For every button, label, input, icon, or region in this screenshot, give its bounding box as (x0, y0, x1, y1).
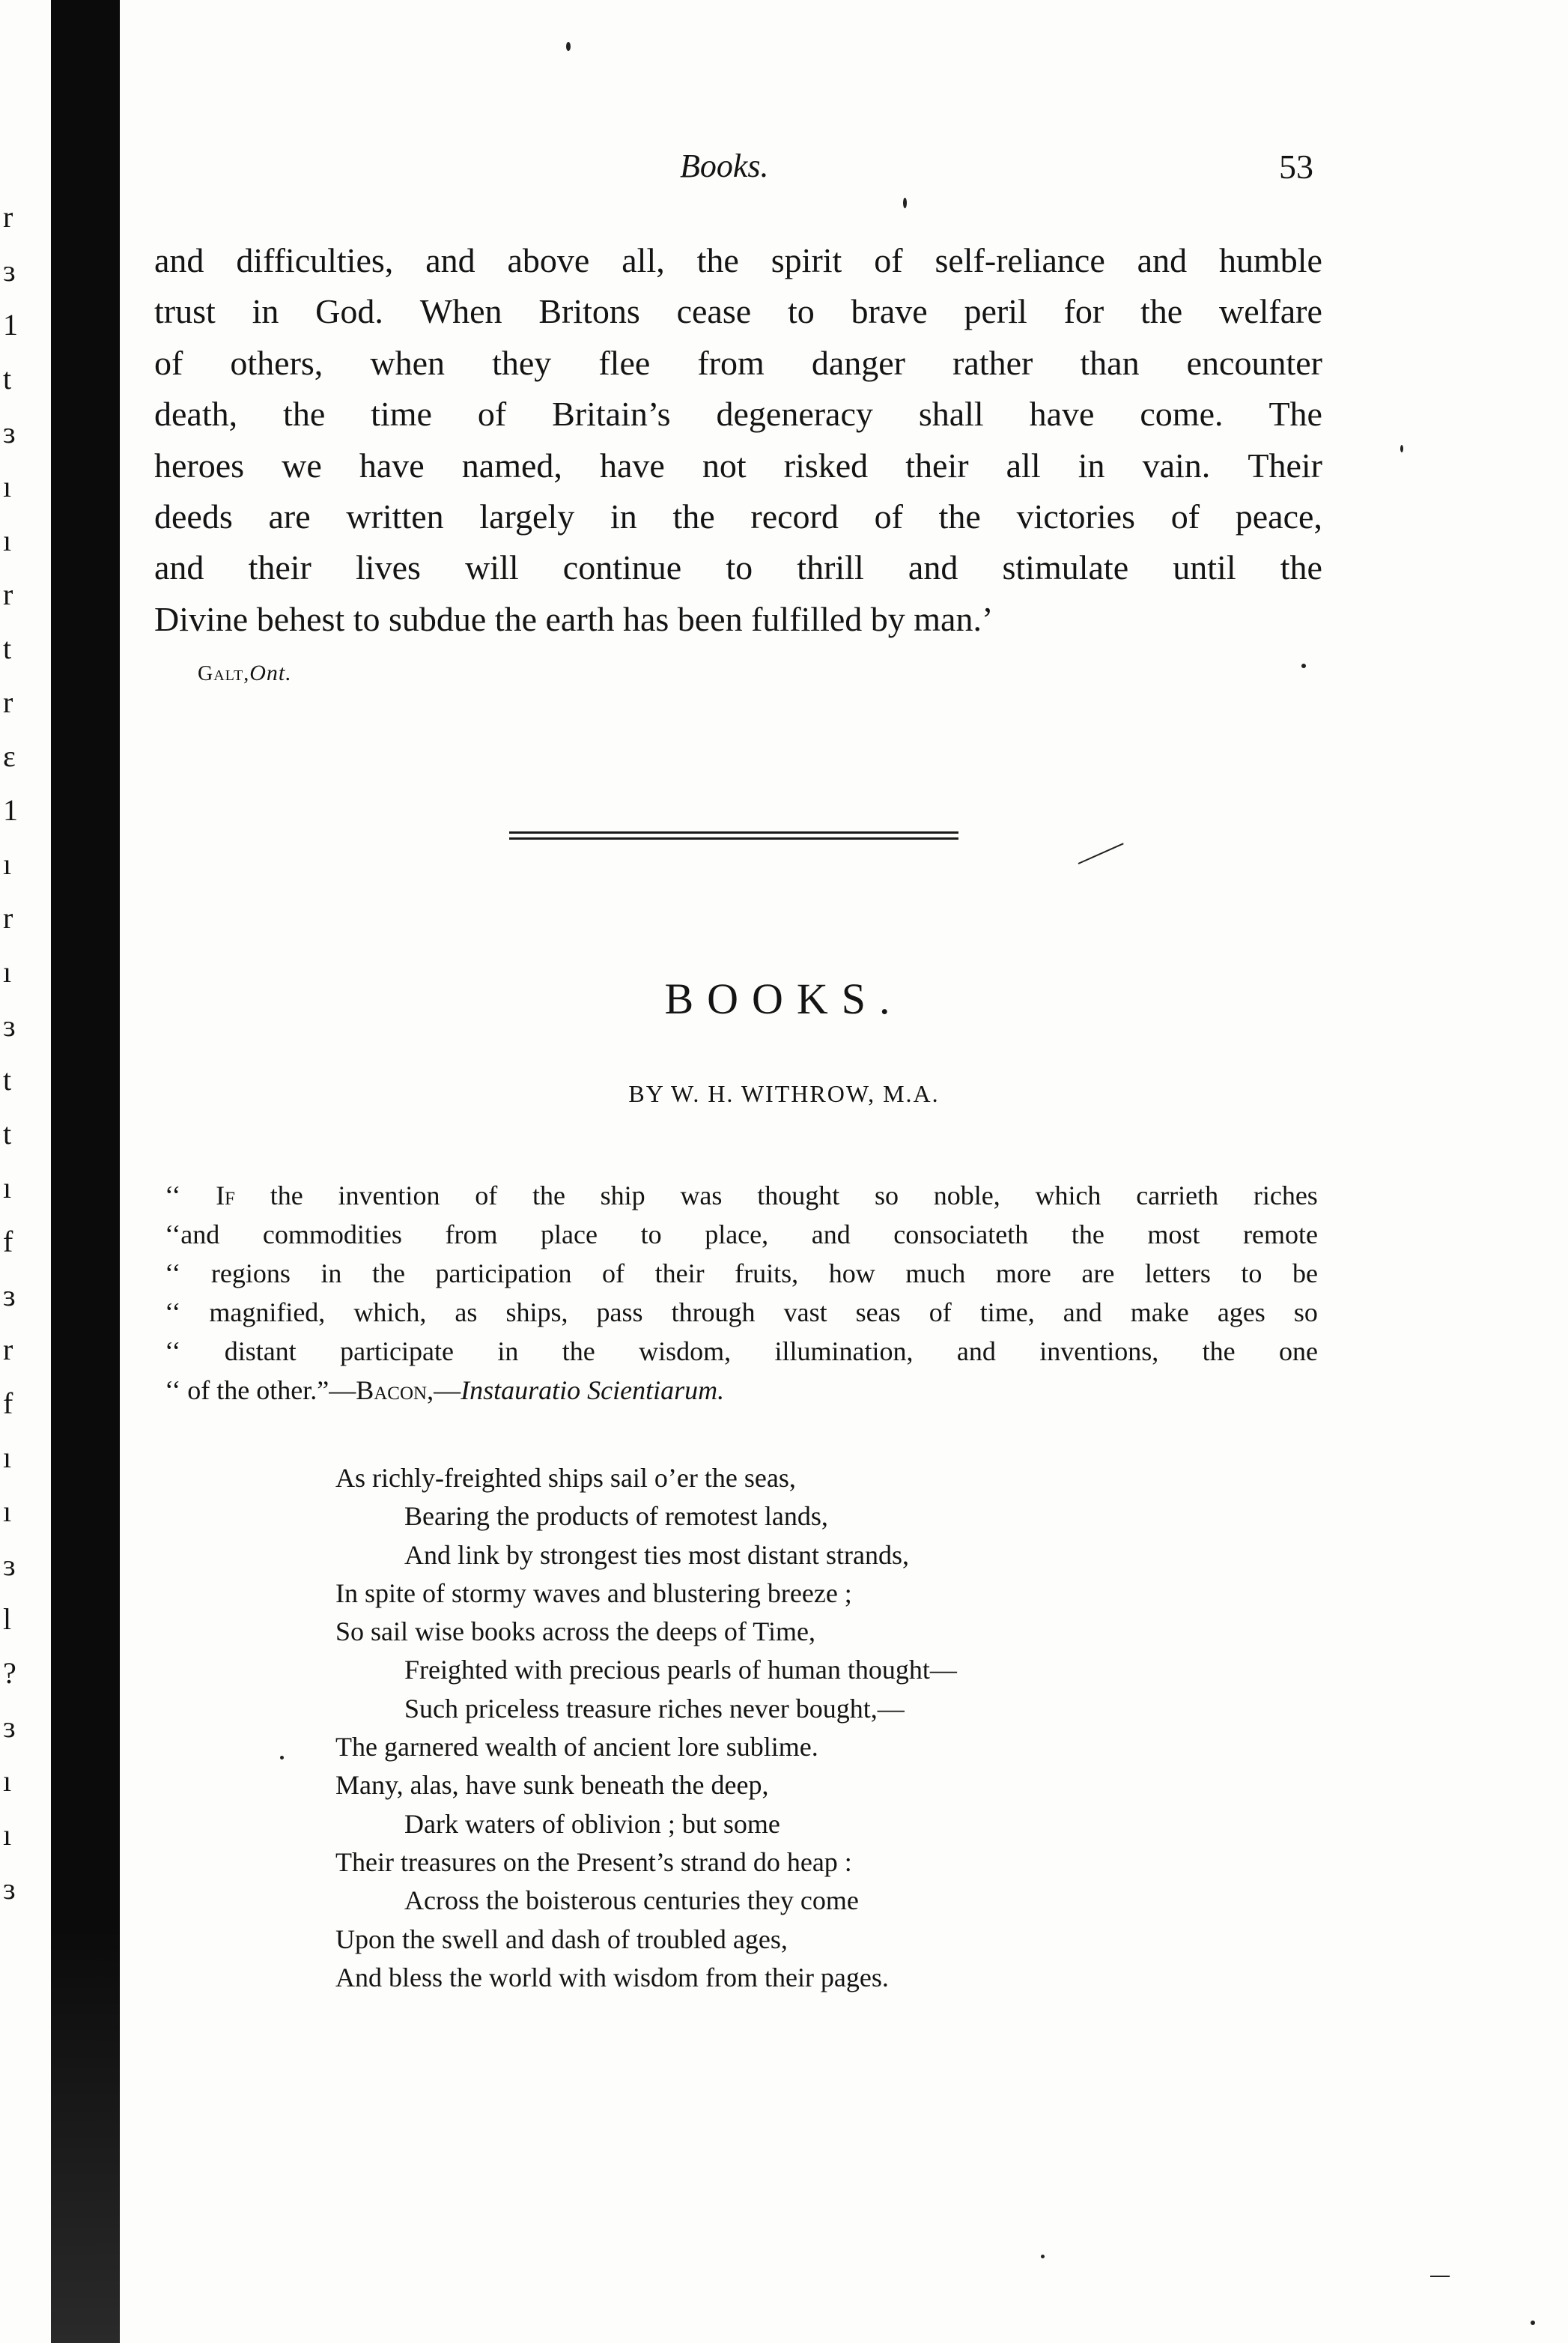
margin-fragment: ı (3, 1171, 12, 1204)
word: inventions, (1039, 1336, 1159, 1366)
poem-line: Their treasures on the Present’s strand do heap : (335, 1846, 852, 1877)
word: of (874, 497, 903, 536)
word: for (1063, 292, 1104, 331)
margin-fragment: ı (3, 1440, 12, 1474)
word: and (154, 241, 204, 279)
word: the (1071, 1219, 1104, 1249)
margin-fragment: ı (3, 1818, 12, 1852)
margin-fragment: r (3, 578, 13, 611)
word: of (929, 1297, 952, 1327)
word: thrill (797, 548, 864, 587)
scan-speck (903, 198, 907, 208)
word: noble, (933, 1180, 1000, 1210)
word: and (154, 548, 204, 587)
poem-line: So sail wise books across the deeps of Time, (335, 1616, 815, 1647)
word: illumination, (774, 1336, 914, 1366)
word: magnified, (209, 1297, 326, 1327)
text-line: Divine behest to subdue the earth has been fulfilled by man.’ (154, 599, 994, 638)
word: rather (952, 343, 1033, 382)
epigraph-line (165, 1254, 1318, 1293)
margin-fragment: t (3, 1063, 12, 1097)
word: to (787, 292, 815, 331)
word: brave (851, 292, 928, 331)
epigraph-line (165, 1293, 1318, 1332)
word: peril (964, 292, 1027, 331)
word: from (697, 343, 765, 382)
epigraph-line (165, 1371, 1318, 1410)
word: of (1170, 497, 1200, 536)
word: danger (811, 343, 905, 382)
margin-fragment: l (3, 1602, 12, 1636)
article-title: BOOKS. (664, 975, 904, 1023)
word: death, (154, 395, 238, 434)
margin-fragment: r (3, 901, 13, 935)
word: the (1202, 1336, 1236, 1366)
word: their (654, 1258, 705, 1288)
signature-place: Ont. (249, 661, 292, 685)
epigraph-quote (165, 1176, 1318, 1410)
attribution-dash: — (434, 1375, 461, 1405)
scan-speck (566, 42, 571, 51)
word: risked (783, 446, 869, 485)
scan-stroke (1078, 843, 1124, 864)
word: of (602, 1258, 625, 1288)
word: in (252, 292, 279, 331)
text-line (154, 338, 1322, 389)
scan-speck (280, 1756, 284, 1759)
poem-line: In spite of stormy waves and blustering breeze ; (335, 1577, 852, 1608)
word: have (1029, 395, 1095, 434)
epigraph-line (165, 1176, 1318, 1215)
page-number: 53 (1279, 148, 1313, 186)
author-signature (198, 661, 292, 686)
word: the (1280, 548, 1322, 587)
margin-fragment: ? (3, 1656, 16, 1690)
word: the (283, 395, 326, 434)
word: Britain’s (552, 395, 671, 434)
word: time (371, 395, 432, 434)
margin-fragment: ı (3, 1494, 12, 1528)
word: ages (1217, 1297, 1265, 1327)
margin-fragment: ı (3, 847, 12, 881)
word: written (346, 497, 444, 536)
margin-fragment: t (3, 631, 12, 665)
word: which, (353, 1297, 427, 1327)
poem-line: Such priceless treasure riches never bought,— (404, 1693, 905, 1724)
epigraph-line (165, 1215, 1318, 1254)
word: Their (1248, 446, 1322, 485)
word: If (216, 1180, 235, 1210)
word: difficulties, (236, 241, 394, 279)
word: seas (855, 1297, 901, 1327)
poem-line: Across the boisterous centuries they come (404, 1885, 859, 1916)
word: not (702, 446, 747, 485)
word: how (828, 1258, 875, 1288)
word: in (610, 497, 637, 536)
word: ‘‘ (165, 1258, 181, 1288)
word: and (1063, 1297, 1102, 1327)
word: place (541, 1219, 598, 1249)
word: and (1137, 241, 1188, 279)
margin-fragment: ɜ (3, 1009, 16, 1043)
scan-speck (1301, 664, 1306, 668)
word: time, (979, 1297, 1035, 1327)
word: and (425, 241, 475, 279)
margin-fragment: ı (3, 955, 12, 989)
word: in (497, 1336, 519, 1366)
word: the (532, 1180, 565, 1210)
word: all, (622, 241, 665, 279)
word: continue (562, 548, 682, 587)
word: we (282, 446, 322, 485)
poem-line: And link by strongest ties most distant strands, (404, 1539, 909, 1570)
margin-fragment: ɜ (3, 254, 16, 288)
word: regions (210, 1258, 291, 1288)
margin-fragment: f (3, 1386, 13, 1420)
attribution-author: Bacon, (356, 1375, 434, 1405)
poem-line: The garnered wealth of ancient lore sublime. (335, 1732, 818, 1762)
word: are (1081, 1258, 1115, 1288)
word: distant (224, 1336, 297, 1366)
word: in (320, 1258, 342, 1288)
word: from (445, 1219, 498, 1249)
word: have (359, 446, 425, 485)
word: be (1292, 1258, 1318, 1288)
margin-fragment: ɜ (3, 1548, 16, 1582)
word: Britons (538, 292, 640, 331)
margin-fragment: f (3, 1225, 13, 1258)
word: thought (757, 1180, 840, 1210)
scan-speck (1041, 2255, 1045, 2258)
word: commodities (262, 1219, 402, 1249)
word: in (1078, 446, 1105, 485)
word: flee (598, 343, 651, 382)
word: to (726, 548, 753, 587)
word: more (995, 1258, 1051, 1288)
word: of (477, 395, 507, 434)
word: riches (1253, 1180, 1318, 1210)
margin-fragment: 1 (3, 793, 18, 827)
word: victories (1016, 497, 1135, 536)
margin-fragment: ı (3, 1764, 12, 1798)
word: which (1035, 1180, 1101, 1210)
margin-fragment: t (3, 362, 12, 395)
scan-speck (1531, 2321, 1535, 2325)
word: vast (783, 1297, 827, 1327)
divider-rule-bottom (509, 837, 958, 840)
word: and (956, 1336, 996, 1366)
word: through (671, 1297, 756, 1327)
word: to (640, 1219, 662, 1249)
article-byline: BY W. H. WITHROW, M.A. (628, 1080, 940, 1107)
word: ships, (505, 1297, 568, 1327)
word: participation (435, 1258, 572, 1288)
poem-line: Dark waters of oblivion ; but some (404, 1808, 780, 1839)
word: until (1173, 548, 1236, 587)
word: the (696, 241, 739, 279)
poem (335, 1459, 1234, 1997)
word: others, (230, 343, 323, 382)
word: heroes (154, 446, 245, 485)
previous-article-continuation (154, 235, 1322, 645)
word: one (1278, 1336, 1318, 1366)
word: letters (1144, 1258, 1211, 1288)
word: fruits, (735, 1258, 799, 1288)
word: ship (600, 1180, 645, 1210)
word: as (455, 1297, 478, 1327)
word: consociateth (893, 1219, 1029, 1249)
margin-fragment: r (3, 200, 13, 234)
running-title: Books. (680, 148, 769, 184)
word: when (370, 343, 446, 382)
word: of (154, 343, 183, 382)
word: encounter (1186, 343, 1322, 382)
word: of (874, 241, 903, 279)
word: God. (315, 292, 383, 331)
word: the (1140, 292, 1183, 331)
word: so (874, 1180, 899, 1210)
margin-fragment: ɛ (3, 739, 16, 773)
text-line (154, 286, 1322, 337)
word: humble (1219, 241, 1322, 279)
margin-fragment: ɜ (3, 1279, 16, 1312)
poem-line: Upon the swell and dash of troubled ages, (335, 1924, 788, 1954)
word: trust (154, 292, 216, 331)
margin-fragment: ɜ (3, 1872, 16, 1906)
margin-fragment: r (3, 685, 13, 719)
word: the (672, 497, 715, 536)
word: record (750, 497, 839, 536)
binding-gutter-fade (51, 1423, 120, 2343)
word: remote (1243, 1219, 1318, 1249)
word: so (1293, 1297, 1318, 1327)
margin-fragment: ı (3, 470, 12, 503)
word: the (938, 497, 981, 536)
signature-name: Galt, (198, 662, 250, 685)
text-line (154, 235, 1322, 286)
margin-fragment: ı (3, 524, 12, 557)
word: the (270, 1180, 303, 1210)
word: they (492, 343, 552, 382)
word: much (905, 1258, 966, 1288)
word: place, (705, 1219, 769, 1249)
word: of (475, 1180, 498, 1210)
word: the (562, 1336, 595, 1366)
word: peace, (1235, 497, 1322, 536)
word: ‘‘ (165, 1180, 181, 1210)
word: degeneracy (716, 395, 873, 434)
word: will (465, 548, 519, 587)
text-line (154, 542, 1322, 593)
word: and (908, 548, 958, 587)
word: ‘‘and (165, 1219, 220, 1249)
epigraph-line (165, 1332, 1318, 1371)
word: lives (356, 548, 421, 587)
margin-fragment: 1 (3, 308, 18, 342)
word: self-reliance (935, 241, 1105, 279)
word: cease (676, 292, 752, 331)
margin-fragment: ɜ (3, 1710, 16, 1744)
section-divider (509, 831, 958, 843)
text-line (154, 389, 1322, 440)
word: vain. (1142, 446, 1211, 485)
word: welfare (1219, 292, 1322, 331)
word: their (248, 548, 312, 587)
epigraph-text: ‘‘ of the other.”— (165, 1375, 356, 1405)
poem-line: And bless the world with wisdom from their pages. (335, 1962, 889, 1992)
word: carrieth (1136, 1180, 1219, 1210)
word: have (599, 446, 665, 485)
divider-rule-top (509, 831, 958, 834)
word: above (507, 241, 590, 279)
word: wisdom, (639, 1336, 732, 1366)
margin-fragment: ɜ (3, 416, 16, 449)
poem-line: Freighted with precious pearls of human thought— (404, 1655, 957, 1685)
word: the (372, 1258, 405, 1288)
margin-fragment: r (3, 1333, 13, 1366)
word: was (680, 1180, 723, 1210)
running-header (0, 147, 1568, 199)
word: deeds (154, 497, 233, 536)
word: The (1268, 395, 1322, 434)
word: stimulate (1002, 548, 1129, 587)
word: all (1006, 446, 1041, 485)
word: participate (340, 1336, 454, 1366)
word: are (268, 497, 311, 536)
word: to (1241, 1258, 1262, 1288)
word: and (811, 1219, 851, 1249)
scan-stroke (1430, 2276, 1450, 2277)
word: When (419, 292, 502, 331)
poem-line: As richly-freighted ships sail o’er the seas, (335, 1463, 796, 1493)
word: shall (918, 395, 984, 434)
attribution-work: Instauratio Scientiarum. (461, 1375, 725, 1405)
word: invention (338, 1180, 440, 1210)
poem-line: Many, alas, have sunk beneath the deep, (335, 1770, 769, 1801)
word: pass (596, 1297, 643, 1327)
word: named, (461, 446, 562, 485)
scan-speck (1400, 445, 1403, 452)
text-line (154, 491, 1322, 542)
word: largely (479, 497, 575, 536)
word: come. (1140, 395, 1224, 434)
word: ‘‘ (165, 1297, 181, 1327)
word: spirit (771, 241, 842, 279)
poem-line: Bearing the products of remotest lands, (404, 1501, 828, 1532)
text-line (154, 440, 1322, 491)
word: their (905, 446, 969, 485)
word: than (1080, 343, 1140, 382)
word: most (1147, 1219, 1200, 1249)
margin-fragment: t (3, 1117, 12, 1151)
word: make (1130, 1297, 1189, 1327)
word: ‘‘ (165, 1336, 181, 1366)
